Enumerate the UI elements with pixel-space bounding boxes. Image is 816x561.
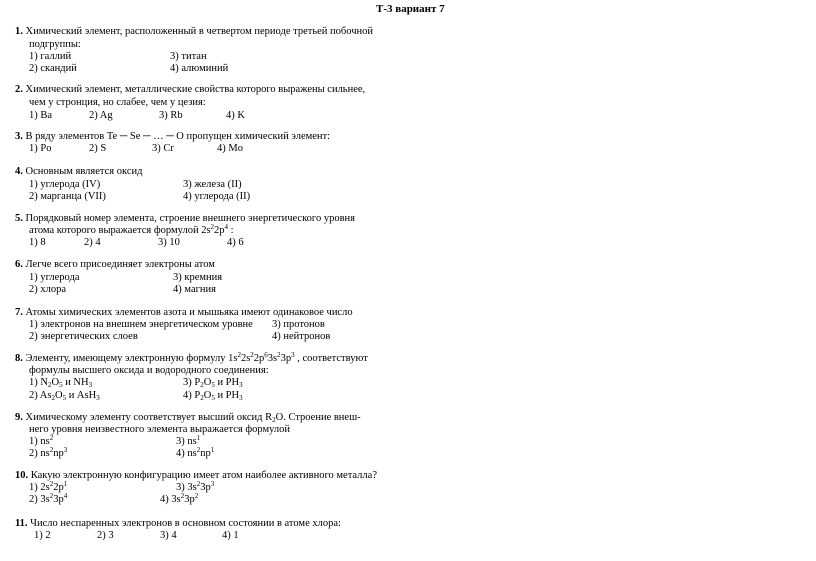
option-2: 2) скандий <box>29 63 77 74</box>
option-3: 3) $P_2O_5$ и $PH_3$ <box>183 377 243 389</box>
option-2: 2) S <box>89 143 107 154</box>
question-text: В ряду элементов Te ─ Se ─ … ─ O пропущен химический элемент: <box>25 131 331 142</box>
option-4: 4) нейтронов <box>272 331 331 342</box>
option-2: 2) марганца (VII) <box>29 191 106 202</box>
option-3: 3) $3s^23p^3$ <box>176 480 215 493</box>
option-1: 1) электронов на внешнем энергетическом уровне <box>29 319 253 330</box>
option-2: 2) $3s^23p^4$ <box>29 492 68 505</box>
option-4: 4) $P_2O_5$ и $PH_3$ <box>183 390 243 402</box>
option-1: 1) $ns^2$ <box>29 434 54 447</box>
option-1: 1) углерода <box>29 272 80 283</box>
option-1: 1) 8 <box>29 237 46 248</box>
question-text: Основным является оксид <box>25 166 143 177</box>
question-11 <box>15 517 341 530</box>
option-1: 1) 2 <box>34 530 51 541</box>
option-1: 1) углерода (IV) <box>29 179 101 190</box>
question-2 <box>15 83 365 96</box>
question-text-cont: чем у стронция, но слабее, чем у цезия: <box>29 97 206 108</box>
question-number: 9. <box>15 412 23 423</box>
option-2: 2) хлора <box>29 284 67 295</box>
option-4: 4) 1 <box>222 530 239 541</box>
question-number: 4. <box>15 166 23 177</box>
option-3: 3) 10 <box>158 237 180 248</box>
question-text: Атомы химических элементов азота и мышьяка имеют одинаковое число <box>25 307 353 318</box>
option-4: 4) углерода (II) <box>183 191 251 202</box>
option-4: 4) Mo <box>217 143 243 154</box>
question-6 <box>15 258 215 271</box>
question-number: 8. <box>15 353 23 364</box>
option-3: 3) кремния <box>173 272 223 283</box>
option-1: 1) галлий <box>29 51 72 62</box>
option-2: 2) $As_2O_5$ и AsH$_3$ <box>29 390 100 402</box>
question-1 <box>15 25 373 38</box>
question-text-cont: него уровня неизвестного элемента выражается формулой <box>29 424 291 435</box>
option-3: 3) $ns^1$ <box>176 434 201 447</box>
option-3: 3) протонов <box>272 319 325 330</box>
option-3: 3) 4 <box>160 530 177 541</box>
question-number: 5. <box>15 213 23 224</box>
question-number: 10. <box>15 470 29 481</box>
option-2: 2) Ag <box>89 110 113 121</box>
option-2: 2) энергетических слоев <box>29 331 138 342</box>
option-1: 1) $2s^22p^1$ <box>29 480 68 493</box>
question-4 <box>15 165 142 178</box>
option-2: 2) 3 <box>97 530 114 541</box>
option-3: 3) Cr <box>152 143 174 154</box>
option-3: 3) Rb <box>159 110 183 121</box>
option-4: 4) 6 <box>227 237 244 248</box>
question-text: Число неспаренных электронов в основном состоянии в атоме хлора: <box>30 518 341 529</box>
question-text: Элементу, имеющему электронную формулу $1s^22s^22p^63s^23p^3$ , соответствуют <box>25 351 368 364</box>
option-2: 2) 4 <box>84 237 101 248</box>
question-text-cont: атома которого выражается формулой $2s^22p^4$ : <box>29 223 234 236</box>
question-number: 11. <box>15 518 28 529</box>
question-number: 1. <box>15 26 23 37</box>
question-number: 2. <box>15 84 23 95</box>
option-4: 4) $3s^23p^2$ <box>160 492 199 505</box>
option-1: 1) Ba <box>29 110 53 121</box>
option-3: 3) железа (II) <box>183 179 242 190</box>
option-1: 1) $N_2O_5$ и $NH_3$ <box>29 377 93 389</box>
option-4: 4) K <box>226 110 245 121</box>
option-1: 1) Po <box>29 143 52 154</box>
option-4: 4) магния <box>173 284 216 295</box>
option-4: 4) алюминий <box>170 63 229 74</box>
question-text: Химический элемент, металлические свойства которого выражены сильнее, <box>25 84 366 95</box>
question-text: Легче всего присоединяет электроны атом <box>25 259 215 270</box>
question-number: 6. <box>15 259 23 270</box>
question-text-cont: формулы высшего оксида и водородного соединения: <box>29 365 269 376</box>
option-4: 4) $ns^2np^1$ <box>176 446 215 459</box>
page-title: Т-3 вариант 7 <box>376 3 445 15</box>
question-text: Химическому элементу соответствует высший оксид $R_2O$. Строение внеш- <box>25 412 361 424</box>
question-text: Какую электронную конфигурацию имеет атом наиболее активного металла? <box>30 470 377 481</box>
question-text-cont: подгруппы: <box>29 39 81 50</box>
question-text: Порядковый номер элемента, строение внешнего энергетического уровня <box>25 213 355 224</box>
option-3: 3) титан <box>170 51 207 62</box>
question-text: Химический элемент, расположенный в четвертом периоде третьей побочной <box>25 26 373 37</box>
question-number: 7. <box>15 307 23 318</box>
question-number: 3. <box>15 131 23 142</box>
option-2: 2) $ns^2np^3$ <box>29 446 68 459</box>
